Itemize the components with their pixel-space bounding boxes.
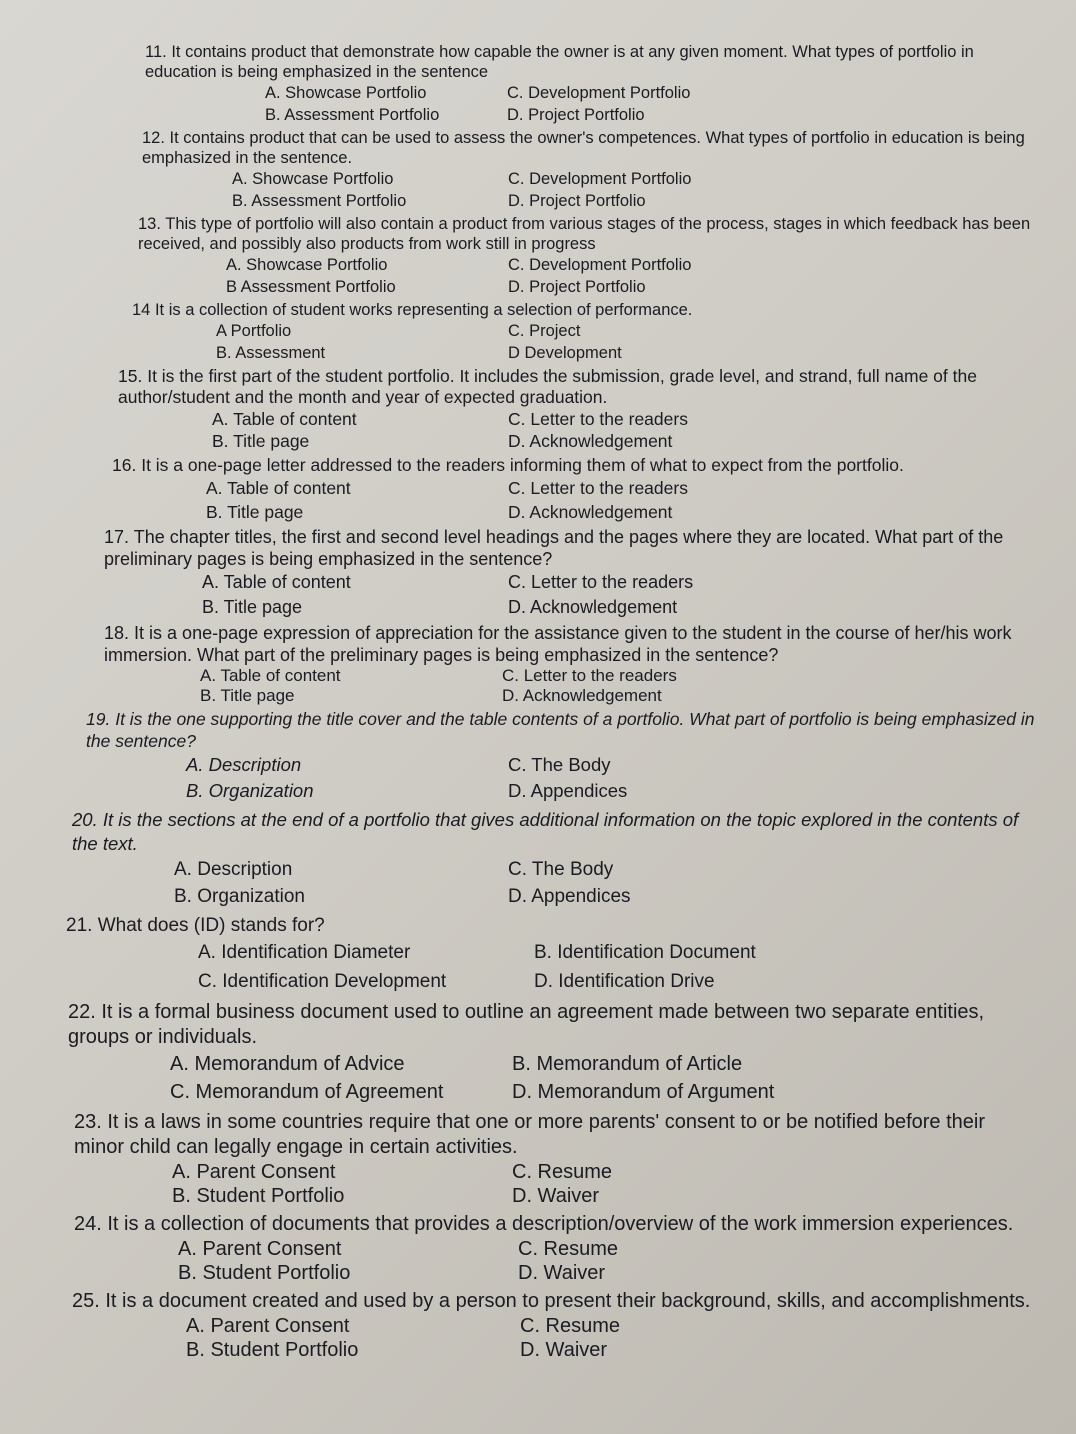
option-b: B. Title page [200, 686, 295, 705]
question-12 [142, 128, 1036, 212]
question-stem: 11. It contains product that demonstrate how capable the owner is at any given moment. What types of portfolio in education is being emphasized in the sentence [145, 43, 974, 81]
options [104, 666, 1036, 706]
option-c: C. Resume [518, 1238, 619, 1260]
option-d: D. Waiver [520, 1339, 608, 1361]
option-d: D. Identification Drive [534, 971, 715, 992]
question-13 [138, 214, 1036, 298]
option-b: B. Assessment Portfolio [232, 192, 407, 210]
options [66, 938, 1036, 996]
question-stem: 24. It is a collection of documents that provides a description/overview of the work immersion experiences. [74, 1213, 1014, 1235]
option-a: A. Table of content [212, 409, 357, 429]
question-18 [104, 622, 1036, 706]
question-stem: 20. It is the sections at the end of a portfolio that gives additional information on the topic explored in the contents of the text. [72, 809, 1019, 854]
option-a: A. Table of content [206, 478, 351, 498]
option-b: B. Memorandum of Article [512, 1053, 743, 1075]
options [74, 1237, 1036, 1285]
question-stem: 22. It is a formal business document used to outline an agreement made between two separate entities, groups or individuals. [68, 1001, 985, 1048]
option-c: C. Memorandum of Agreement [170, 1081, 444, 1103]
question-stem: 19. It is the one supporting the title cover and the table contents of a portfolio. What part of portfolio is being emphasized in the sentence? [86, 709, 1035, 751]
question-15 [118, 366, 1036, 452]
option-d: D. Acknowledgement [508, 502, 673, 522]
option-c: C. Development Portfolio [507, 84, 691, 102]
option-d: D. Waiver [512, 1185, 600, 1207]
option-b: B. Title page [206, 502, 304, 522]
question-11 [145, 42, 1036, 126]
options [145, 82, 1036, 126]
option-d: D. Acknowledgement [508, 597, 678, 617]
options [68, 1050, 1036, 1106]
question-stem: 18. It is a one-page expression of appreciation for the assistance given to the student in the course of her/his work immersion. What part of the preliminary pages is being emphasized in the sentence? [104, 623, 1012, 665]
option-a: A. Showcase Portfolio [232, 170, 394, 188]
option-c: C. Letter to the readers [508, 478, 688, 498]
question-stem: 16. It is a one-page letter addressed to the readers informing them of what to expect from the portfolio. [112, 455, 904, 475]
option-a: A. Table of content [200, 666, 341, 685]
option-a: A. Memorandum of Advice [170, 1053, 405, 1075]
option-b: B. Organization [174, 886, 305, 907]
option-c: C. The Body [508, 859, 614, 880]
question-21 [66, 914, 1036, 996]
option-a: A. Parent Consent [178, 1238, 342, 1260]
question-stem: 25. It is a document created and used by a person to present their background, skills, and accomplishments. [72, 1290, 1031, 1312]
option-c: C. Project [508, 322, 581, 340]
option-a: A. Description [186, 754, 302, 775]
option-b: B. Student Portfolio [186, 1339, 359, 1361]
option-c: C. Development Portfolio [508, 170, 692, 188]
option-a: A. Description [174, 859, 293, 880]
option-c: C. The Body [508, 754, 611, 775]
question-20 [72, 808, 1036, 910]
question-stem: 23. It is a laws in some countries require that one or more parents' consent to or be notified before their minor child can legally engage in certain activities. [74, 1111, 985, 1158]
option-c: C. Development Portfolio [508, 256, 692, 274]
option-d: D. Memorandum of Argument [512, 1081, 775, 1103]
options [118, 408, 1036, 452]
question-23 [74, 1110, 1036, 1208]
option-c: C. Letter to the readers [508, 409, 688, 429]
options [72, 1314, 1036, 1362]
question-stem: 15. It is the first part of the student portfolio. It includes the submission, grade level, and strand, full name of the author/student and the month and year of expected graduation. [118, 366, 977, 407]
option-a: A. Parent Consent [186, 1315, 350, 1337]
option-c: C. Letter to the readers [502, 666, 677, 685]
option-d: D. Waiver [518, 1262, 606, 1284]
option-a: A. Identification Diameter [198, 942, 411, 963]
option-d: D. Project Portfolio [507, 106, 645, 124]
options [138, 254, 1036, 298]
question-stem: 17. The chapter titles, the first and second level headings and the pages where they are located. What part of the preliminary pages is being emphasized in the sentence? [104, 527, 1004, 569]
question-stem: 21. What does (ID) stands for? [66, 915, 325, 936]
question-22 [68, 1000, 1036, 1106]
option-a: A. Parent Consent [172, 1161, 336, 1183]
option-a: A. Showcase Portfolio [265, 84, 427, 102]
option-d: D. Appendices [508, 886, 631, 907]
question-stem: 14 It is a collection of student works representing a selection of performance. [132, 301, 693, 319]
option-c: C. Letter to the readers [508, 572, 694, 592]
options [86, 752, 1036, 804]
option-b: B. Organization [186, 780, 314, 801]
option-a: A Portfolio [216, 322, 292, 340]
question-17 [104, 526, 1036, 620]
option-b: B. Title page [212, 431, 310, 451]
option-d: D. Acknowledgement [502, 686, 662, 705]
option-d: D. Project Portfolio [508, 278, 646, 296]
option-b: B. Identification Document [534, 942, 756, 963]
options [112, 476, 1036, 524]
option-b: B. Assessment [216, 344, 326, 362]
option-d: D. Project Portfolio [508, 192, 646, 210]
option-a: A. Table of content [202, 572, 351, 592]
question-19 [86, 708, 1036, 804]
option-b: B Assessment Portfolio [226, 278, 396, 296]
options [132, 320, 1036, 364]
option-d: D. Appendices [508, 780, 628, 801]
option-b: B. Student Portfolio [178, 1262, 351, 1284]
option-b: B. Title page [202, 597, 303, 617]
question-24 [74, 1212, 1036, 1285]
option-b: B. Student Portfolio [172, 1185, 345, 1207]
option-b: B. Assessment Portfolio [265, 106, 440, 124]
option-d: D. Acknowledgement [508, 431, 673, 451]
option-c: C. Resume [512, 1161, 613, 1183]
question-16 [112, 454, 1036, 524]
options [142, 168, 1036, 212]
options [74, 1160, 1036, 1208]
question-stem: 13. This type of portfolio will also contain a product from various stages of the process, stages in which feedback has been received, and possibly also products from work still in progress [138, 215, 1031, 253]
option-a: A. Showcase Portfolio [226, 256, 388, 274]
option-d: D Development [508, 344, 622, 362]
options [72, 856, 1036, 910]
question-25 [72, 1289, 1036, 1362]
question-stem: 12. It contains product that can be used to assess the owner's competences. What types of portfolio in education is being emphasized in the sentence. [142, 129, 1025, 167]
question-14 [132, 300, 1036, 364]
options [104, 570, 1036, 620]
option-c: C. Resume [520, 1315, 621, 1337]
option-c: C. Identification Development [198, 971, 447, 992]
